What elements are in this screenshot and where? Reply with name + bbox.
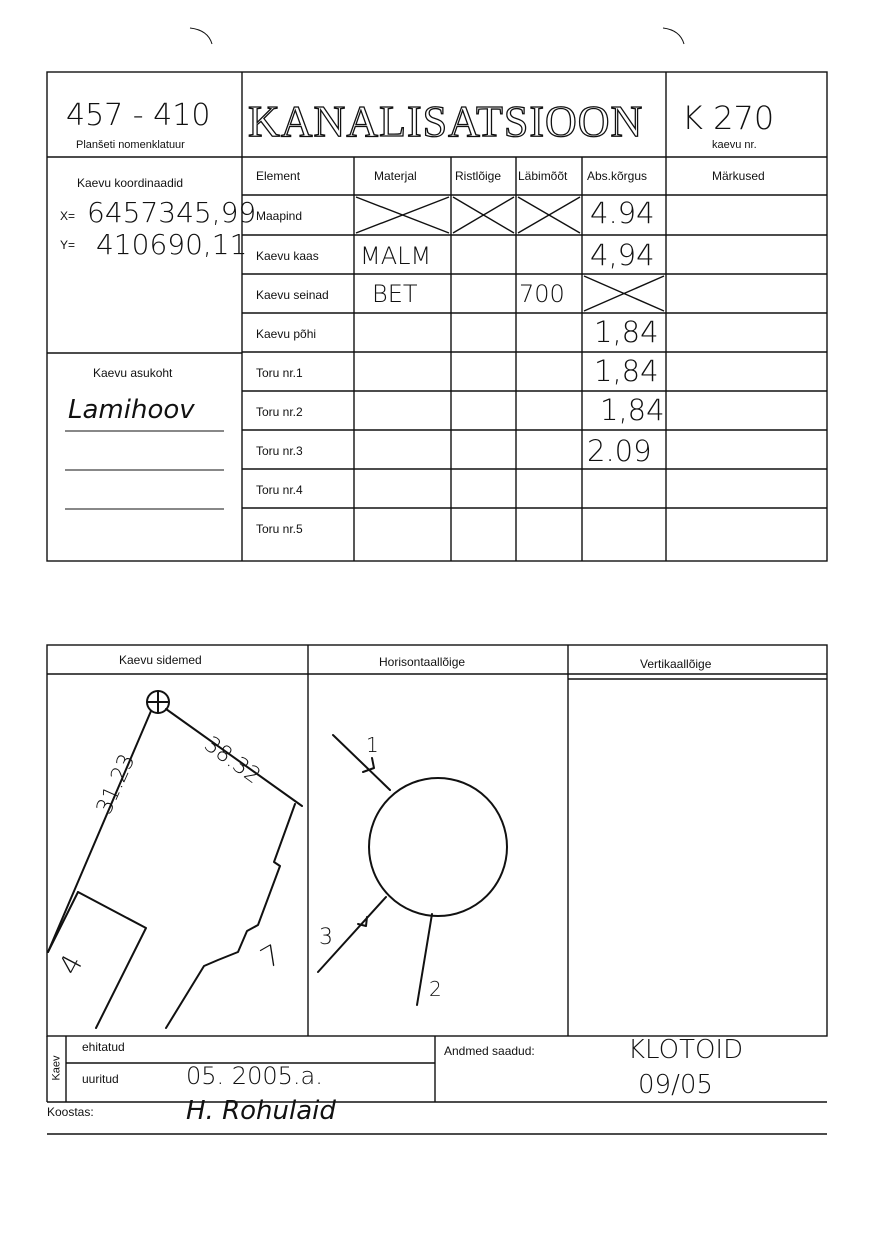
table-row-label: Kaevu kaas <box>256 249 319 263</box>
well-number: K 270 <box>682 99 775 137</box>
table-row-label: Toru nr.1 <box>256 366 303 380</box>
sheet-number: 457 - 410 <box>66 98 211 133</box>
abs-height-value: 4,94 <box>590 238 655 272</box>
surveyed-value: 05. 2005.a. <box>186 1062 323 1090</box>
table-header-element: Element <box>256 169 301 183</box>
abs-height-value: 4.94 <box>590 196 655 230</box>
surveyed-label: uuritud <box>82 1072 119 1086</box>
material-value: BET <box>372 280 418 308</box>
pipe-number: 2 <box>429 977 442 1001</box>
table-row-label: Kaevu seinad <box>256 288 329 302</box>
pipe-number: 3 <box>319 925 333 950</box>
table-header-remarks: Märkused <box>712 169 765 183</box>
table-row-label: Toru nr.2 <box>256 405 303 419</box>
diameter-value: 700 <box>519 280 565 308</box>
distance-label: 31.23 <box>92 750 141 819</box>
table-row-label: Kaevu põhi <box>256 327 317 341</box>
x-coordinate-value: 6457345,99 <box>87 196 257 229</box>
table-header-material: Materjal <box>374 169 417 183</box>
building-number: 7 <box>254 937 287 976</box>
section-label-horizontal: Horisontaallõige <box>379 655 466 669</box>
data-received-label: Andmed saadud: <box>444 1044 535 1058</box>
data-received-value: KLOTOID <box>628 1035 744 1065</box>
well-side-label: Kaev <box>50 1055 63 1081</box>
table-row-label: Maapind <box>256 209 303 223</box>
table-header-cross-section: Ristlõige <box>455 169 502 183</box>
pipe-number: 1 <box>366 733 379 757</box>
location-value: Lamihoov <box>68 395 195 425</box>
table-row-label: Toru nr.5 <box>256 522 303 536</box>
abs-height-value: 1,84 <box>594 315 659 349</box>
sheet-number-label: Planšeti nomenklatuur <box>76 139 185 151</box>
location-label: Kaevu asukoht <box>93 366 173 380</box>
abs-height-value: 1,84 <box>600 393 665 427</box>
distance-label: 38.32 <box>199 732 265 790</box>
section-label-vertical: Vertikaallõige <box>640 657 712 671</box>
table-header-diameter: Läbimõõt <box>518 169 568 183</box>
page-title: KANALISATSIOON <box>248 97 644 146</box>
data-received-date: 09/05 <box>638 1070 713 1100</box>
section-label-connections: Kaevu sidemed <box>119 653 202 667</box>
table-row-label: Toru nr.4 <box>256 483 303 497</box>
building-number: 4 <box>52 948 90 981</box>
material-value: MALM <box>360 242 432 270</box>
table-row-label: Toru nr.3 <box>256 444 303 458</box>
x-coordinate-label: X= <box>60 209 76 223</box>
y-coordinate-value: 410690,11 <box>96 228 248 261</box>
table-header-abs-height: Abs.kõrgus <box>587 169 648 183</box>
compiled-label: Koostas: <box>47 1105 94 1119</box>
built-label: ehitatud <box>82 1040 125 1054</box>
compiled-value: H. Rohulaid <box>186 1096 336 1126</box>
coordinates-label: Kaevu koordinaadid <box>77 176 184 190</box>
well-number-label: kaevu nr. <box>712 139 757 151</box>
abs-height-value: 1,84 <box>594 354 659 388</box>
abs-height-value: 2.09 <box>587 434 652 468</box>
y-coordinate-label: Y= <box>60 238 76 252</box>
